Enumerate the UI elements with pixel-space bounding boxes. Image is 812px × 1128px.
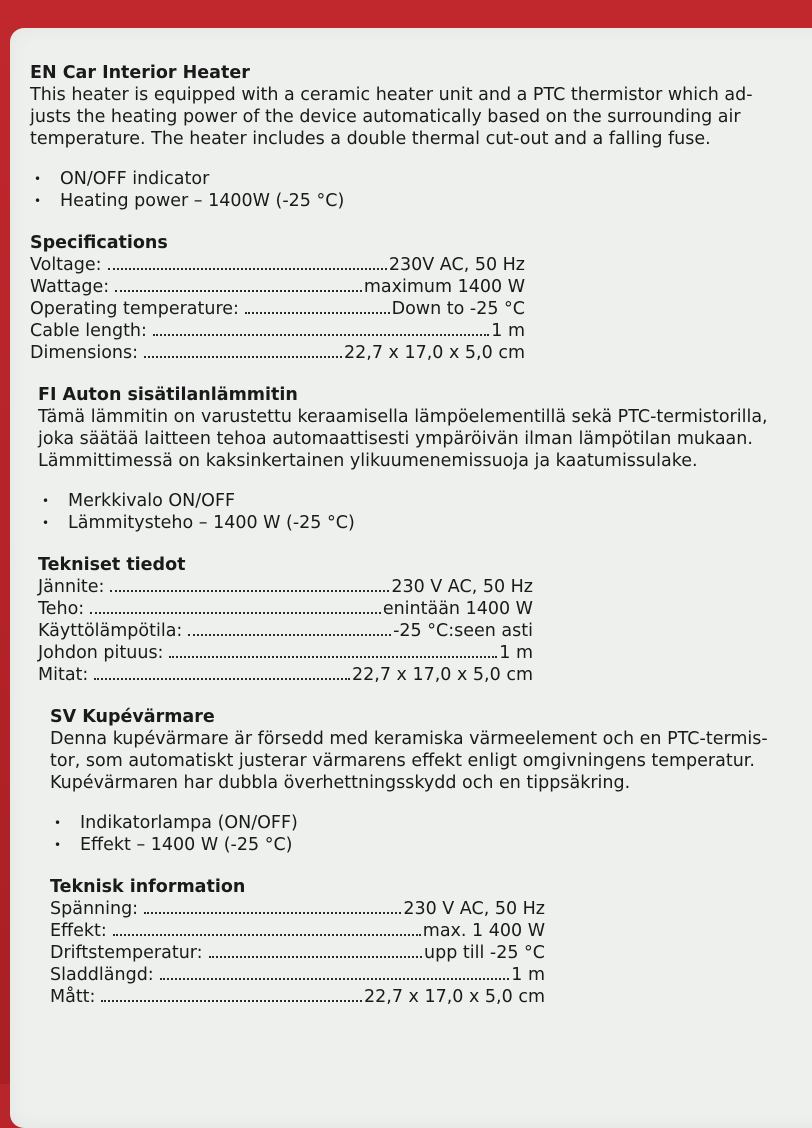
dot-leader <box>101 1000 362 1002</box>
spec-row <box>50 898 545 920</box>
spec-key: Johdon pituus: <box>38 643 164 663</box>
spec-row <box>30 298 525 320</box>
spec-value: upp till -25 °C <box>424 943 545 963</box>
spec-row <box>30 254 525 276</box>
dot-leader <box>115 290 362 292</box>
spec-value: 230 V AC, 50 Hz <box>391 577 533 597</box>
spec-key: Teho: <box>38 599 85 619</box>
feature-list <box>30 168 800 212</box>
section-description <box>30 84 800 150</box>
spec-key: Voltage: <box>30 255 102 275</box>
dot-leader <box>188 634 391 636</box>
spec-key: Käyttölämpötila: <box>38 621 183 641</box>
spec-value: enintään 1400 W <box>382 599 533 619</box>
description-line: temperature. The heater includes a double thermal cut-out and a falling fuse. <box>30 129 711 149</box>
spec-title: Tekniset tiedot <box>38 555 186 575</box>
spec-row <box>38 664 533 686</box>
spec-key: Operating temperature: <box>30 299 239 319</box>
spec-row <box>38 598 533 620</box>
spec-row <box>30 342 525 364</box>
spec-value: 230 V AC, 50 Hz <box>403 899 545 919</box>
dot-leader <box>110 590 389 592</box>
feature-item: • Lämmitysteho – 1400 W (-25 °C) <box>38 512 800 534</box>
dot-leader <box>245 312 390 314</box>
description-line: Kupévärmaren har dubbla överhettningsskydd och en tippsäkring. <box>50 773 631 793</box>
feature-list <box>38 490 800 534</box>
spec-key: Mitat: <box>38 665 89 685</box>
section-title: FI Auton sisätilanlämmitin <box>38 385 298 405</box>
dot-leader <box>209 956 422 958</box>
dot-leader <box>94 678 350 680</box>
spec-value: Down to -25 °C <box>391 299 525 319</box>
spec-row <box>30 320 525 342</box>
section-title: SV Kupévärmare <box>50 707 215 727</box>
spec-value: 1 m <box>491 321 525 341</box>
spec-key: Cable length: <box>30 321 147 341</box>
spec-row <box>50 964 545 986</box>
description-line: joka säätää laitteen tehoa automaattisesti ympäröivän ilman lämpötilan mukaan. <box>38 429 753 449</box>
section-fi <box>38 384 800 686</box>
description-line: tor, som automatiskt justerar värmarens effekt enligt omgivningens temperatur. <box>50 751 755 771</box>
dot-leader <box>153 334 489 336</box>
spec-key: Jännite: <box>38 577 105 597</box>
spec-value: -25 °C:seen asti <box>393 621 533 641</box>
spec-value: max. 1 400 W <box>422 921 545 941</box>
manual-text <box>30 62 800 1028</box>
section-en <box>30 62 800 364</box>
dot-leader <box>144 356 342 358</box>
spec-key: Wattage: <box>30 277 110 297</box>
spec-key: Driftstemperatur: <box>50 943 203 963</box>
spec-row <box>38 620 533 642</box>
spec-key: Dimensions: <box>30 343 139 363</box>
feature-item: • ON/OFF indicator <box>30 168 800 190</box>
description-line: justs the heating power of the device automatically based on the surrounding air <box>30 107 741 127</box>
description-line: Tämä lämmitin on varustettu keraamisella lämpöelementillä sekä PTC-termistorilla, <box>38 407 768 427</box>
spec-title: Teknisk information <box>50 877 246 897</box>
spec-value: maximum 1400 W <box>363 277 525 297</box>
spec-row <box>38 576 533 598</box>
spec-value: 230V AC, 50 Hz <box>388 255 525 275</box>
feature-item: • Indikatorlampa (ON/OFF) <box>50 812 800 834</box>
section-description <box>50 728 800 794</box>
dot-leader <box>108 268 387 270</box>
dot-leader <box>160 978 510 980</box>
spec-value: 22,7 x 17,0 x 5,0 cm <box>344 343 525 363</box>
section-sv <box>50 706 800 1008</box>
dot-leader <box>144 912 401 914</box>
spec-value: 1 m <box>511 965 545 985</box>
description-line: Denna kupévärmare är försedd med keramiska värmeelement och en PTC-termis- <box>50 729 768 749</box>
description-line: This heater is equipped with a ceramic heater unit and a PTC thermistor which ad- <box>30 85 753 105</box>
dot-leader <box>113 934 421 936</box>
spec-value: 1 m <box>499 643 533 663</box>
spec-key: Effekt: <box>50 921 107 941</box>
spec-row <box>50 986 545 1008</box>
spec-row <box>38 642 533 664</box>
spec-value: 22,7 x 17,0 x 5,0 cm <box>364 987 545 1007</box>
description-line: Lämmittimessä on kaksinkertainen ylikuumenemissuoja ja kaatumissulake. <box>38 451 698 471</box>
spec-list <box>50 898 800 1008</box>
spec-title: Specifications <box>30 233 168 253</box>
spec-key: Spänning: <box>50 899 139 919</box>
feature-list <box>50 812 800 856</box>
spec-list <box>30 254 800 364</box>
feature-item: • Merkkivalo ON/OFF <box>38 490 800 512</box>
dot-leader <box>90 612 381 614</box>
section-description <box>38 406 800 472</box>
spec-row <box>30 276 525 298</box>
spec-value: 22,7 x 17,0 x 5,0 cm <box>352 665 533 685</box>
spec-key: Mått: <box>50 987 96 1007</box>
section-title: EN Car Interior Heater <box>30 63 250 83</box>
feature-item: • Effekt – 1400 W (-25 °C) <box>50 834 800 856</box>
spec-row <box>50 920 545 942</box>
spec-row <box>50 942 545 964</box>
dot-leader <box>169 656 497 658</box>
spec-key: Sladdlängd: <box>50 965 154 985</box>
feature-item: • Heating power – 1400W (-25 °C) <box>30 190 800 212</box>
spec-list <box>38 576 800 686</box>
